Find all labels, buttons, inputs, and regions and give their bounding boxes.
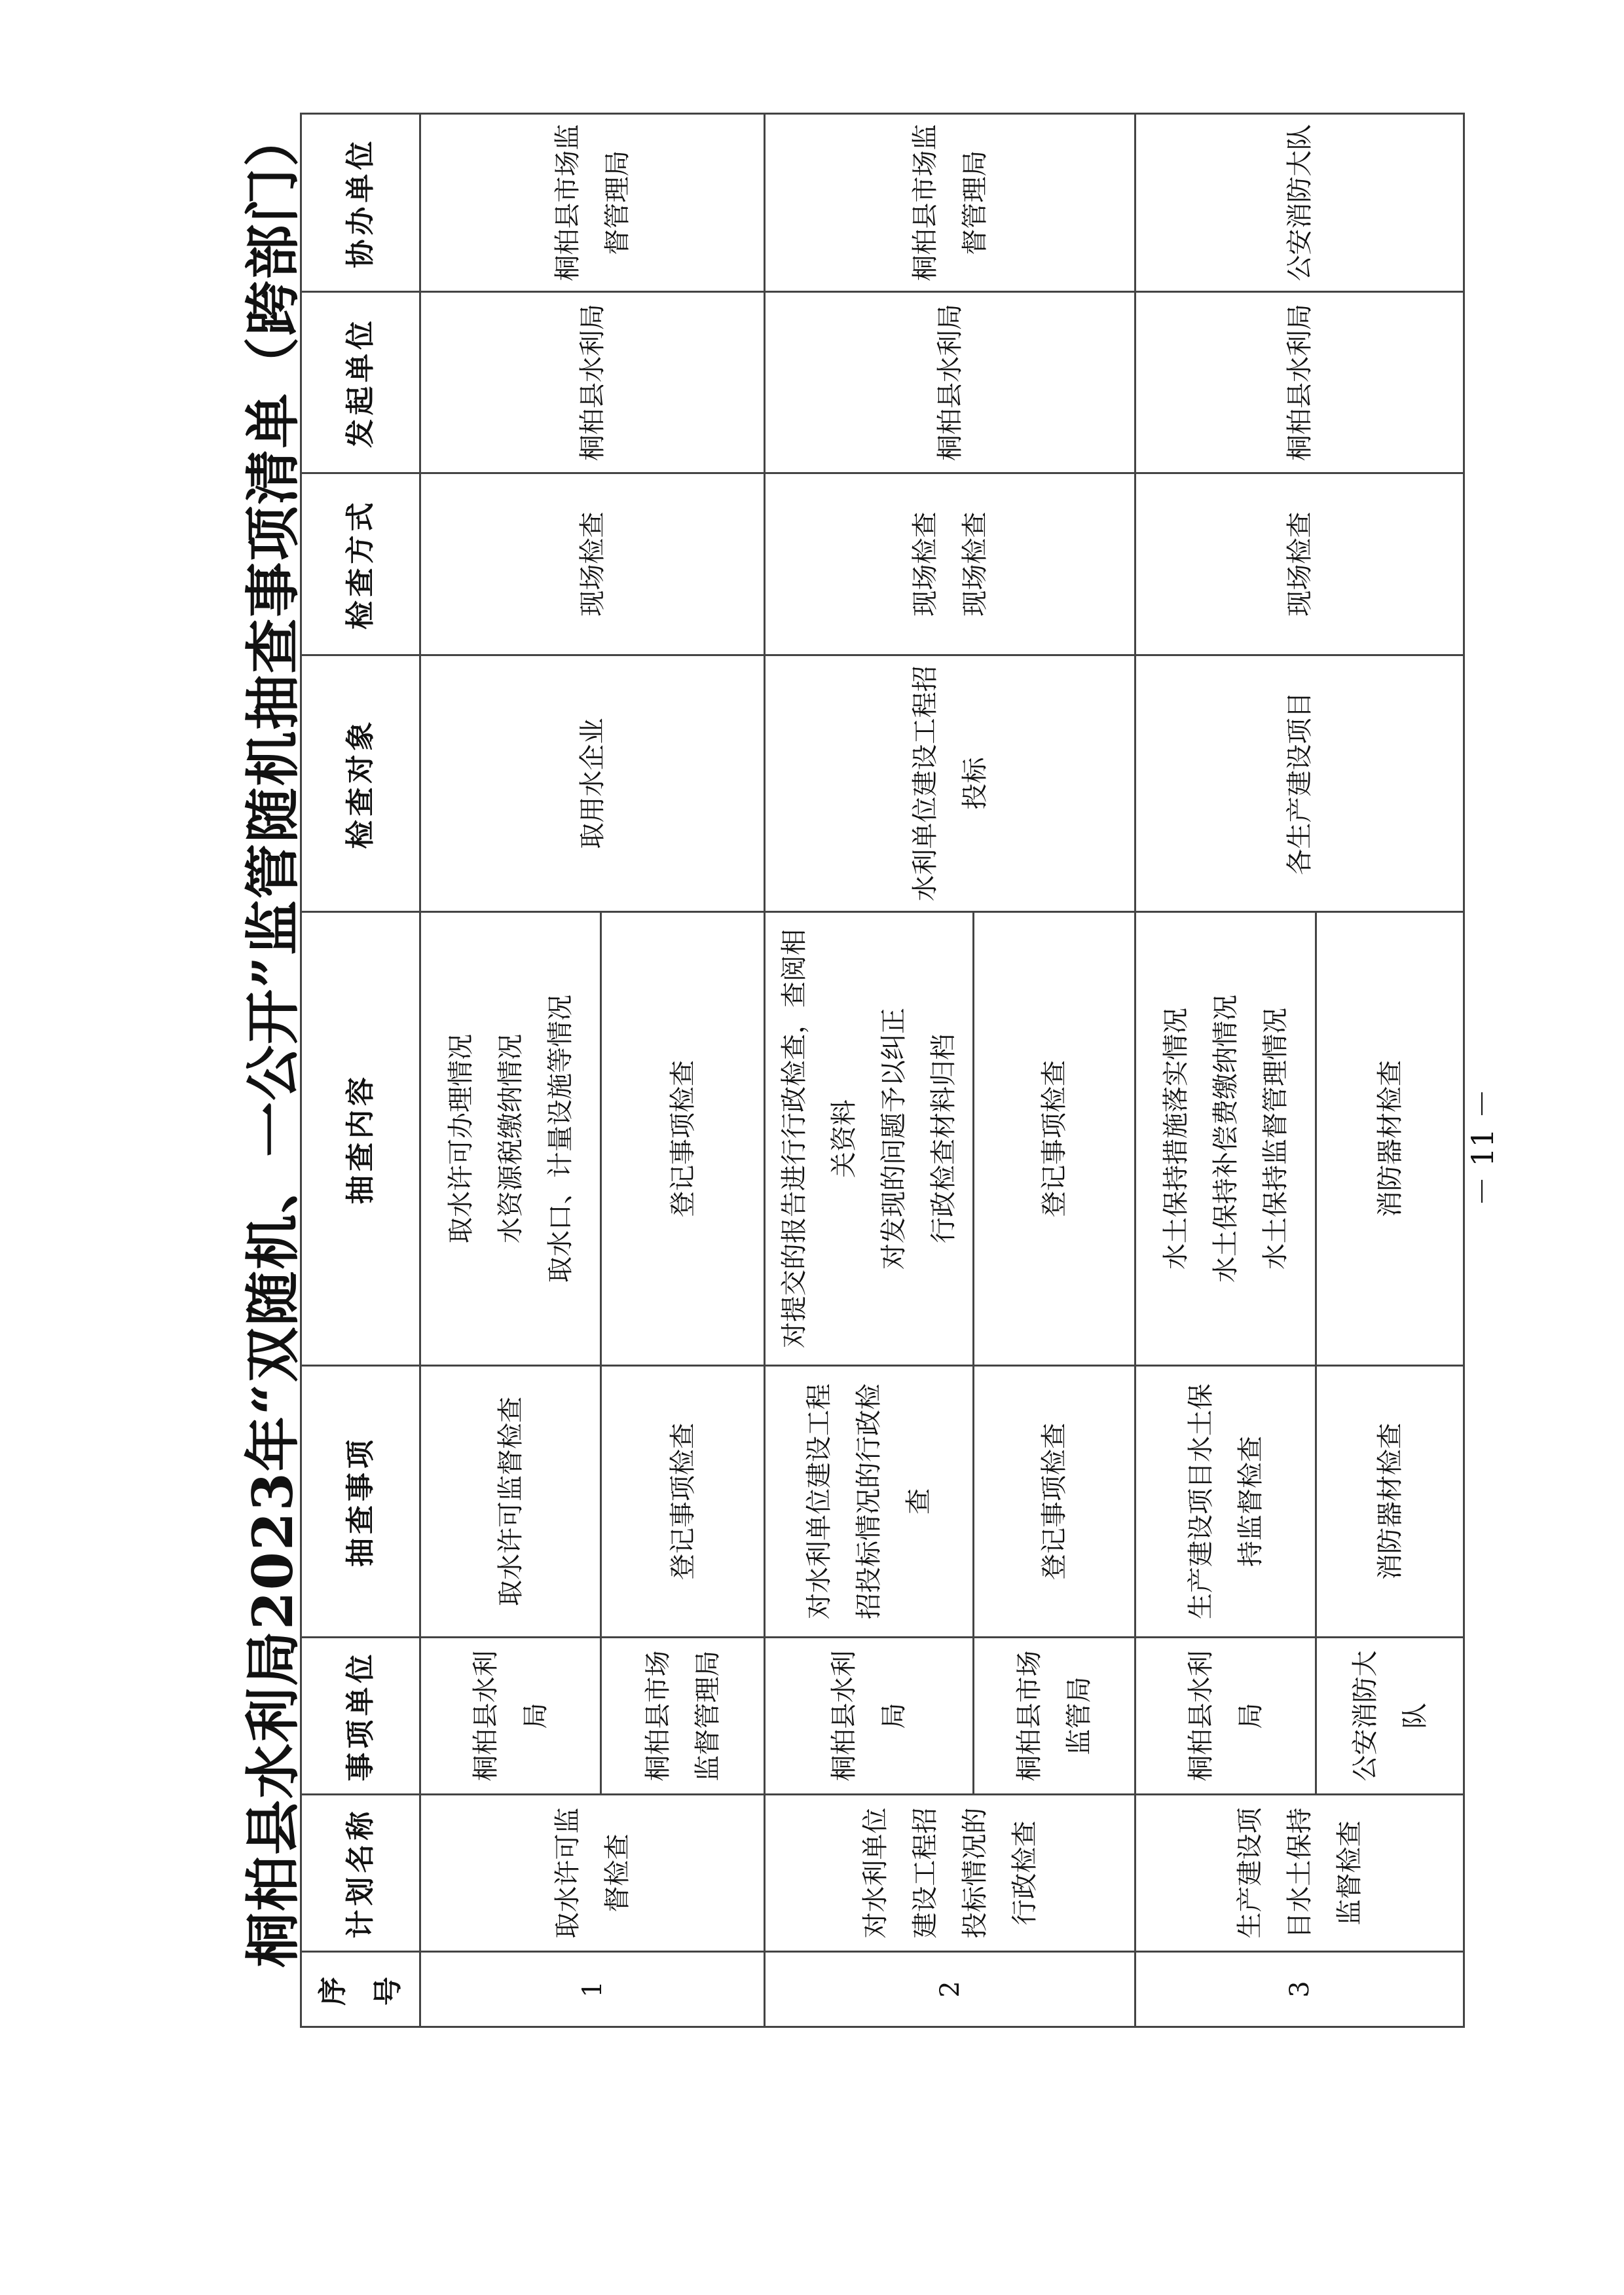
seq-cell: 1 bbox=[420, 1952, 765, 2027]
header-seq: 序号 bbox=[301, 1952, 420, 2027]
target-cell: 水利单位建设工程招投标 bbox=[765, 655, 1135, 912]
inspection-items-table bbox=[300, 113, 1465, 2028]
matter-cell: 登记事项检查 bbox=[974, 1366, 1135, 1638]
method-cell: 现场检查 bbox=[1135, 473, 1464, 655]
header-plan-name: 计划名称 bbox=[301, 1795, 420, 1952]
seq-cell: 2 bbox=[765, 1952, 1135, 2027]
item-unit-cell: 桐柏县市场监督管理局 bbox=[601, 1638, 765, 1795]
content-line: 水土保持监督管理情况 bbox=[1260, 1008, 1291, 1270]
content-cell: 消防器材检查 bbox=[1316, 912, 1464, 1366]
item-unit-cell: 桐柏县水利局 bbox=[1135, 1638, 1316, 1795]
target-cell: 各生产建设项目 bbox=[1135, 655, 1464, 912]
plan-name-cell: 对水利单位建设工程招投标情况的行政检查 bbox=[765, 1795, 1135, 1952]
seq-cell: 3 bbox=[1135, 1952, 1464, 2027]
document-title: 桐柏县水利局2023年“双随机、一公开”监管随机抽查事项清单（跨部门） bbox=[240, 110, 305, 1968]
content-line: 对提交的报告进行行政检查，查阅相关资料 bbox=[779, 929, 860, 1348]
method-line: 现场检查 bbox=[910, 511, 940, 617]
table-row bbox=[1135, 114, 1316, 2027]
initiator-cell: 桐柏县水利局 bbox=[420, 292, 765, 473]
matter-cell: 生产建设项目水土保持监督检查 bbox=[1135, 1366, 1316, 1638]
content-cell bbox=[765, 912, 974, 1366]
initiator-cell: 桐柏县水利局 bbox=[1135, 292, 1464, 473]
content-line: 取水口、计量设施等情况 bbox=[545, 995, 576, 1283]
content-line: 水土保持措施落实情况 bbox=[1160, 1008, 1191, 1270]
co-unit-cell: 公安消防大队 bbox=[1135, 114, 1464, 292]
plan-name-cell: 生产建设项目水土保持监督检查 bbox=[1135, 1795, 1464, 1952]
plan-name-cell: 取水许可监督检查 bbox=[420, 1795, 765, 1952]
initiator-cell: 桐柏县水利局 bbox=[765, 292, 1135, 473]
matter-cell: 取水许可监督检查 bbox=[420, 1366, 601, 1638]
header-co-unit: 协办单位 bbox=[301, 114, 420, 292]
content-line: 对发现的问题予以纠正 bbox=[879, 1008, 910, 1270]
matter-cell: 对水利单位建设工程招投标情况的行政检查 bbox=[765, 1366, 974, 1638]
content-line: 水土保持补偿费缴纳情况 bbox=[1210, 995, 1241, 1283]
matter-cell: 登记事项检查 bbox=[601, 1366, 765, 1638]
method-cell bbox=[765, 473, 1135, 655]
content-cell bbox=[1135, 912, 1316, 1366]
matter-cell: 消防器材检查 bbox=[1316, 1366, 1464, 1638]
header-content: 抽查内容 bbox=[301, 912, 420, 1366]
content-cell: 登记事项检查 bbox=[974, 912, 1135, 1366]
item-unit-cell: 桐柏县市场监管局 bbox=[974, 1638, 1135, 1795]
item-unit-cell: 桐柏县水利局 bbox=[420, 1638, 601, 1795]
target-cell: 取用水企业 bbox=[420, 655, 765, 912]
header-target: 检查对象 bbox=[301, 655, 420, 912]
table-header-row bbox=[301, 114, 420, 2027]
content-line: 水资源税缴纳情况 bbox=[495, 1034, 526, 1243]
table-row bbox=[765, 114, 974, 2027]
content-cell bbox=[420, 912, 601, 1366]
co-unit-cell: 桐柏县市场监督管理局 bbox=[420, 114, 765, 292]
page-number: － 11 － bbox=[1465, 1088, 1500, 1207]
header-matter: 抽查事项 bbox=[301, 1366, 420, 1638]
item-unit-cell: 公安消防大队 bbox=[1316, 1638, 1464, 1795]
co-unit-cell: 桐柏县市场监督管理局 bbox=[765, 114, 1135, 292]
header-item-unit: 事项单位 bbox=[301, 1638, 420, 1795]
table-row bbox=[420, 114, 601, 2027]
method-line: 现场检查 bbox=[959, 511, 990, 617]
item-unit-cell: 桐柏县水利局 bbox=[765, 1638, 974, 1795]
method-cell: 现场检查 bbox=[420, 473, 765, 655]
content-line: 取水许可办理情况 bbox=[445, 1034, 476, 1243]
content-line: 行政检查材料归档 bbox=[929, 1034, 959, 1243]
header-method: 检查方式 bbox=[301, 473, 420, 655]
header-initiator: 发起单位 bbox=[301, 292, 420, 473]
content-cell: 登记事项检查 bbox=[601, 912, 765, 1366]
